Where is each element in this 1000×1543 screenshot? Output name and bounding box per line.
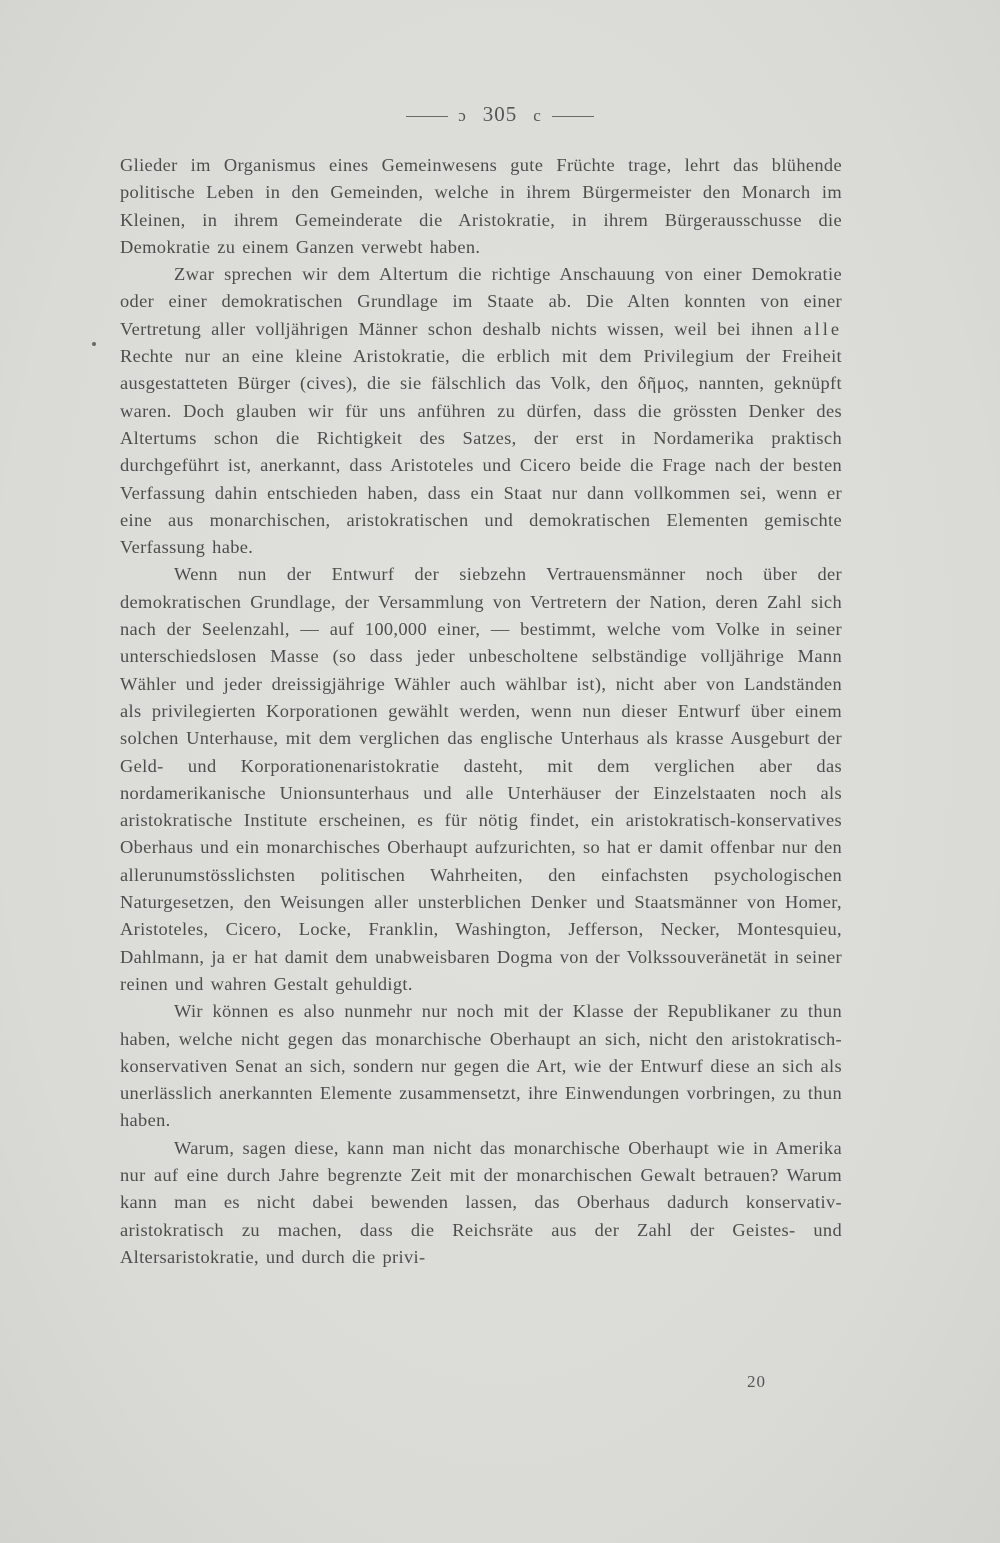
page-header	[0, 102, 1000, 127]
paragraph-4: Wir können es also nunmehr nur noch mit der Klasse der Republikaner zu thun haben, welche nicht gegen das monarchische Oberhaupt an sich, nicht den aristokratisch-konservativen Senat an sich, sondern nur gegen die Art, wie der Entwurf diese an sich als unerlässlich anerkannten Elemente zusammensetzt, ihre Einwendungen vorbringen, zu thun haben.	[120, 1001, 842, 1131]
body-text	[120, 152, 842, 1271]
paragraph-2	[120, 261, 842, 561]
paragraph-2-part-1: Zwar sprechen wir dem Altertum die richtige Anschauung von einer Demokratie oder einer demokratischen Grundlage im Staate ab. Die Alten konnten von einer Vertretung aller volljährigen Männer schon deshalb nichts wissen, weil bei ihnen	[120, 264, 842, 339]
paragraph-1: Glieder im Organismus eines Gemeinwesens gute Früchte trage, lehrt das blühende politische Leben in den Gemeinden, welche in ihrem Bürgermeister den Monarch im Kleinen, in ihrem Gemeinderate die Aristokratie, in ihrem Bürgerausschusse die Demokratie zu einem Ganzen verwebt haben.	[120, 155, 842, 257]
header-left-rule	[406, 116, 448, 117]
signature-mark: 20	[747, 1372, 766, 1391]
paragraph-2-part-2: Rechte nur an eine kleine Aristokratie, die erblich mit dem Privilegium der Freiheit ausgestatteten Bürger (cives), die sie fälschlich das Volk, den δῆμος, nannten, geknüpft waren. Doch glauben wir für uns anführen zu dürfen, dass die grössten Denker des Altertums schon die Richtigkeit des Satzes, der erst in Nordamerika praktisch durchgeführt ist, anerkannt, dass Aristoteles und Cicero beide die Frage nach der besten Verfassung dahin entschieden haben, dass ein Staat nur dann vollkommen sei, wenn er eine aus monarchischen, aristokratischen und demokratischen Elementen gemischte Verfassung habe.	[120, 346, 842, 558]
header-right-rule	[552, 116, 594, 117]
header-right-ornament: c	[533, 106, 542, 125]
page-number: 305	[482, 102, 518, 126]
paragraph-5: Warum, sagen diese, kann man nicht das monarchische Oberhaupt wie in Amerika nur auf eine durch Jahre begrenzte Zeit mit der monarchischen Gewalt betrauen? Warum kann man es nicht dabei bewenden lassen, das Oberhaus dadurch konservativ-aristokratisch zu machen, dass die Reichsräte aus der Zahl der Geistes- und Altersaristokratie, und durch die privi-	[120, 1137, 842, 1267]
header-left-ornament: ɔ	[458, 106, 467, 125]
emphasized-word: alle	[803, 318, 842, 339]
paragraph-3: Wenn nun der Entwurf der siebzehn Vertrauensmänner noch über der demokratischen Grundlage, der Versammlung von Vertretern der Nation, deren Zahl sich nach der Seelenzahl, — auf 100,000 einer, — bestimmt, welche vom Volke in seiner unterschiedslosen Masse (so dass jeder unbescholtene selbständige volljährige Mann Wähler und jeder dreissigjährige Wähler auch wählbar ist), nicht aber von Landständen als privilegierten Korporationen gewählt werden, wenn nun dieser Entwurf über einem solchen Unterhause, mit dem verglichen das englische Unterhaus als krasse Ausgeburt der Geld- und Korporationenaristokratie dasteht, mit dem verglichen aber das nordamerikanische Unionsunterhaus und alle Unterhäuser der Einzelstaaten noch als aristokratische Institute erscheinen, es für nötig findet, ein aristokratisch-konservatives Oberhaus und ein monarchisches Oberhaupt aufzurichten, so hat er damit offenbar nur den allerunumstösslichsten politischen Wahrheiten, den einfachsten psychologischen Naturgesetzen, den Weisungen aller unsterblichen Denker und Staatsmänner von Homer, Aristoteles, Cicero, Locke, Franklin, Washington, Jefferson, Necker, Montesquieu, Dahlmann, ja er hat damit dem unabweisbaren Dogma von der Volkssouveränetät in seiner reinen und wahren Gestalt gehuldigt.	[120, 564, 842, 994]
margin-speck	[92, 342, 96, 346]
